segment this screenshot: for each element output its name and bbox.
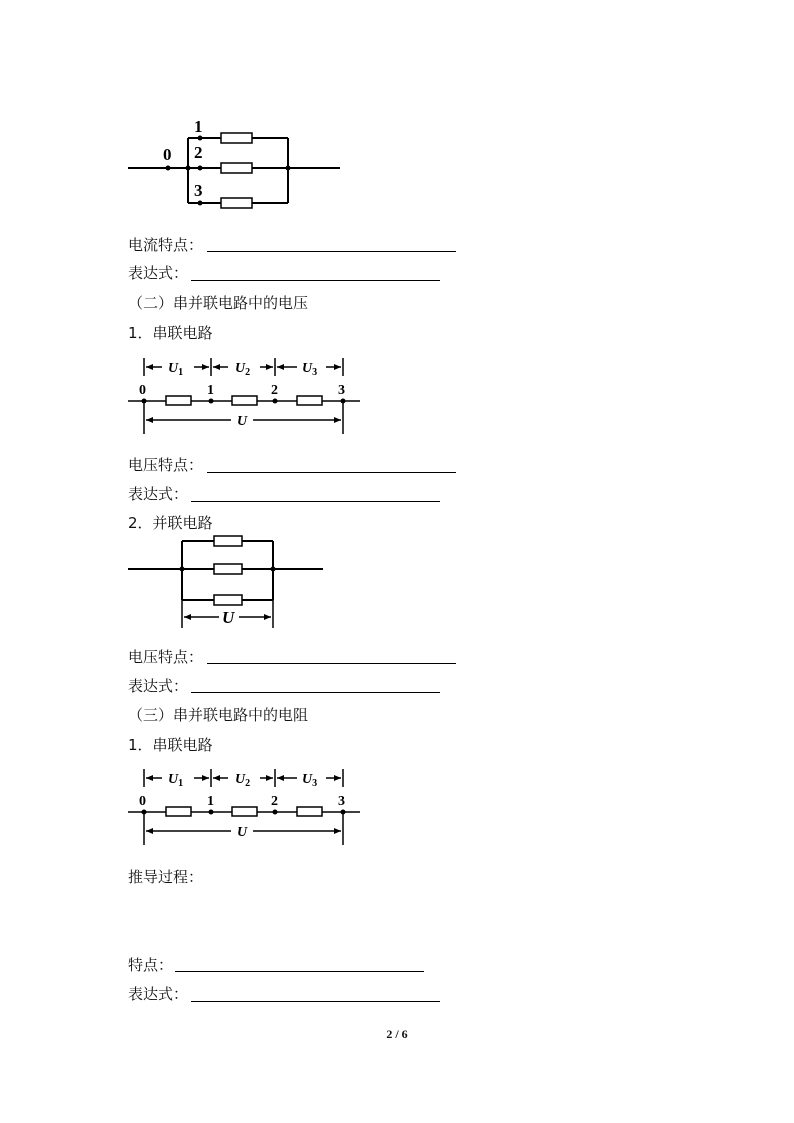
u2-label: $U_2$ bbox=[235, 772, 251, 789]
u1-label: $U_1$ bbox=[168, 772, 184, 789]
page-number: 2 / 6 bbox=[386, 1027, 408, 1041]
node-label-2: 2 bbox=[271, 794, 278, 809]
expression-label-1: 表达式： bbox=[128, 264, 189, 282]
u3-label: $U_3$ bbox=[302, 772, 318, 789]
current-feature-label: 电流特点： bbox=[128, 236, 204, 254]
voltage-feature-label-parallel: 电压特点： bbox=[128, 648, 204, 666]
expression-blank-4[interactable] bbox=[191, 1001, 440, 1002]
parallel-title-2: 2．并联电路 bbox=[128, 514, 213, 532]
node-label-0: 0 bbox=[163, 145, 172, 164]
u1-label: $U_1$ bbox=[168, 361, 184, 378]
total-u-label: U bbox=[237, 414, 248, 429]
section-2-heading: （二）串并联电路中的电压 bbox=[128, 294, 309, 312]
u2-label: $U_2$ bbox=[235, 361, 251, 378]
voltage-feature-label-series: 电压特点： bbox=[128, 456, 204, 474]
expression-label-3: 表达式： bbox=[128, 677, 189, 695]
section-3-heading: （三）串并联电路中的电阻 bbox=[128, 706, 309, 724]
total-u-label-parallel: U bbox=[222, 608, 235, 627]
total-u-label: U bbox=[237, 825, 248, 840]
expression-label-2: 表达式： bbox=[128, 485, 189, 503]
node-label-0: 0 bbox=[139, 794, 146, 809]
node-label-3: 3 bbox=[338, 383, 345, 398]
u3-label: $U_3$ bbox=[302, 361, 318, 378]
node-label-0: 0 bbox=[139, 383, 146, 398]
node-label-1: 1 bbox=[194, 117, 203, 136]
feature-label: 特点： bbox=[128, 956, 174, 974]
node-label-3: 3 bbox=[194, 181, 203, 200]
series-title-2: 1．串联电路 bbox=[128, 324, 213, 342]
feature-blank[interactable] bbox=[175, 971, 424, 972]
series-title-3: 1．串联电路 bbox=[128, 736, 213, 754]
node-label-3: 3 bbox=[338, 794, 345, 809]
expression-label-4: 表达式： bbox=[128, 985, 189, 1003]
node-label-1: 1 bbox=[207, 383, 214, 398]
derivation-label: 推导过程： bbox=[128, 868, 204, 886]
node-label-2: 2 bbox=[194, 143, 203, 162]
node-label-2: 2 bbox=[271, 383, 278, 398]
node-label-1: 1 bbox=[207, 794, 214, 809]
